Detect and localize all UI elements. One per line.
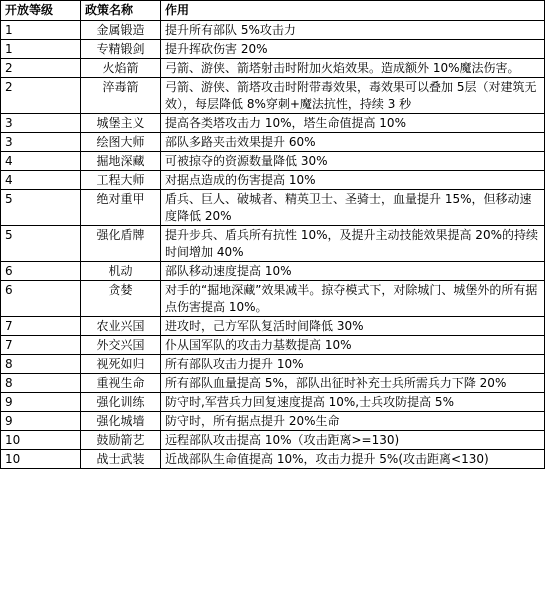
level-cell: 1 xyxy=(1,21,81,40)
level-cell: 5 xyxy=(1,226,81,262)
policy-name-cell: 农业兴国 xyxy=(81,317,161,336)
policy-name-cell: 绝对重甲 xyxy=(81,190,161,226)
level-cell: 3 xyxy=(1,114,81,133)
policy-name-cell: 火焰箭 xyxy=(81,59,161,78)
effect-cell: 盾兵、巨人、破城者、精英卫士、圣骑士，血量提升 15%，但移动速度降低 20% xyxy=(161,190,545,226)
effect-cell: 提升所有部队 5%攻击力 xyxy=(161,21,545,40)
table-row xyxy=(1,336,545,355)
table-row xyxy=(1,412,545,431)
level-cell: 5 xyxy=(1,190,81,226)
effect-cell: 对据点造成的伤害提高 10% xyxy=(161,171,545,190)
header-row xyxy=(1,1,545,21)
level-cell: 6 xyxy=(1,262,81,281)
table-row xyxy=(1,317,545,336)
policy-name-cell: 淬毒箭 xyxy=(81,78,161,114)
effect-cell: 对手的“掘地深藏”效果减半。掠夺模式下，对除城门、城堡外的所有据点伤害提高 10%。 xyxy=(161,281,545,317)
policy-name-cell: 绘图大师 xyxy=(81,133,161,152)
table-row xyxy=(1,78,545,114)
policy-name-cell: 强化城墙 xyxy=(81,412,161,431)
policy-name-cell: 城堡主义 xyxy=(81,114,161,133)
policy-name-cell: 机动 xyxy=(81,262,161,281)
header-level: 开放等级 xyxy=(1,1,81,21)
table-row xyxy=(1,171,545,190)
policy-name-cell: 视死如归 xyxy=(81,355,161,374)
level-cell: 6 xyxy=(1,281,81,317)
table-row xyxy=(1,133,545,152)
level-cell: 2 xyxy=(1,78,81,114)
table-row xyxy=(1,152,545,171)
policy-name-cell: 重视生命 xyxy=(81,374,161,393)
level-cell: 10 xyxy=(1,431,81,450)
effect-cell: 防守时，所有据点提升 20%生命 xyxy=(161,412,545,431)
policy-name-cell: 金属锻造 xyxy=(81,21,161,40)
effect-cell: 弓箭、游侠、箭塔射击时附加火焰效果。造成额外 10%魔法伤害。 xyxy=(161,59,545,78)
table-row xyxy=(1,355,545,374)
table-row xyxy=(1,281,545,317)
effect-cell: 弓箭、游侠、箭塔攻击时附带毒效果，毒效果可以叠加 5层（对建筑无效），每层降低 8%穿刺+魔法抗性，持续 3 秒 xyxy=(161,78,545,114)
header-policy-name: 政策名称 xyxy=(81,1,161,21)
effect-cell: 进攻时，己方军队复活时间降低 30% xyxy=(161,317,545,336)
table-row xyxy=(1,393,545,412)
effect-cell: 防守时,军营兵力回复速度提高 10%,士兵攻防提高 5% xyxy=(161,393,545,412)
level-cell: 9 xyxy=(1,393,81,412)
policy-name-cell: 战士武装 xyxy=(81,450,161,469)
level-cell: 7 xyxy=(1,336,81,355)
table-row xyxy=(1,450,545,469)
policy-name-cell: 外交兴国 xyxy=(81,336,161,355)
level-cell: 9 xyxy=(1,412,81,431)
effect-cell: 部队移动速度提高 10% xyxy=(161,262,545,281)
effect-cell: 仆从国军队的攻击力基数提高 10% xyxy=(161,336,545,355)
level-cell: 2 xyxy=(1,59,81,78)
table-row xyxy=(1,21,545,40)
table-row xyxy=(1,431,545,450)
policy-name-cell: 强化训练 xyxy=(81,393,161,412)
table-row xyxy=(1,190,545,226)
effect-cell: 所有部队血量提高 5%，部队出征时补充士兵所需兵力下降 20% xyxy=(161,374,545,393)
policy-name-cell: 掘地深藏 xyxy=(81,152,161,171)
level-cell: 8 xyxy=(1,355,81,374)
level-cell: 4 xyxy=(1,152,81,171)
level-cell: 3 xyxy=(1,133,81,152)
policy-name-cell: 工程大师 xyxy=(81,171,161,190)
policy-name-cell: 鼓励箭艺 xyxy=(81,431,161,450)
table-row xyxy=(1,40,545,59)
effect-cell: 远程部队攻击提高 10%（攻击距离>=130) xyxy=(161,431,545,450)
level-cell: 7 xyxy=(1,317,81,336)
level-cell: 1 xyxy=(1,40,81,59)
effect-cell: 部队多路夹击效果提升 60% xyxy=(161,133,545,152)
effect-cell: 提升挥砍伤害 20% xyxy=(161,40,545,59)
policy-name-cell: 专精锻剑 xyxy=(81,40,161,59)
table-row xyxy=(1,114,545,133)
policy-name-cell: 贪婪 xyxy=(81,281,161,317)
effect-cell: 所有部队攻击力提升 10% xyxy=(161,355,545,374)
effect-cell: 可被掠夺的资源数量降低 30% xyxy=(161,152,545,171)
effect-cell: 提升步兵、盾兵所有抗性 10%，及提升主动技能效果提高 20%的持续时间增加 40% xyxy=(161,226,545,262)
level-cell: 8 xyxy=(1,374,81,393)
effect-cell: 提高各类塔攻击力 10%，塔生命值提高 10% xyxy=(161,114,545,133)
header-effect: 作用 xyxy=(161,1,545,21)
effect-cell: 近战部队生命值提高 10%，攻击力提升 5%(攻击距离<130) xyxy=(161,450,545,469)
table-row xyxy=(1,59,545,78)
table-row xyxy=(1,226,545,262)
level-cell: 4 xyxy=(1,171,81,190)
policy-name-cell: 强化盾牌 xyxy=(81,226,161,262)
table-row xyxy=(1,374,545,393)
level-cell: 10 xyxy=(1,450,81,469)
table-row xyxy=(1,262,545,281)
